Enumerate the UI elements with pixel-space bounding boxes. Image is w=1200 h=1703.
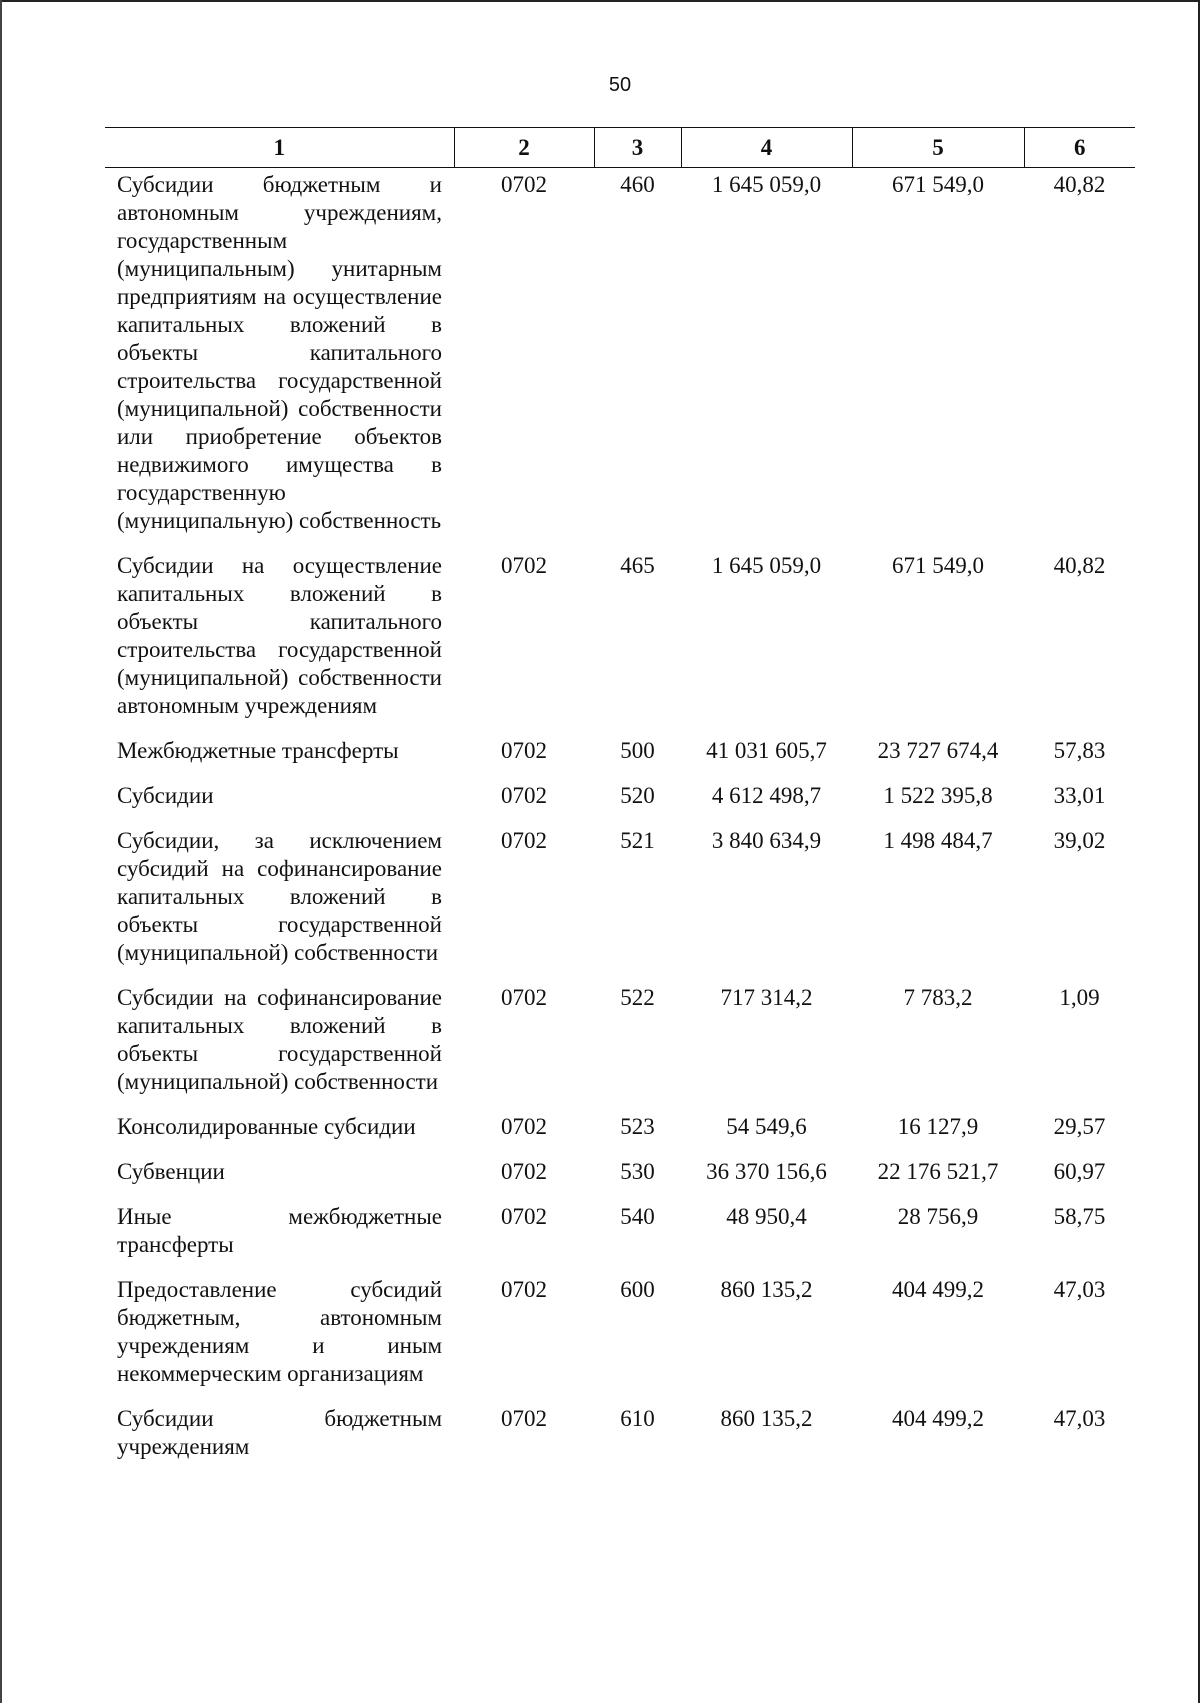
row-name: Субсидии, за исключением субсидий на софинансирование капитальных вложений в объекты государственной (муниципальной) собственности	[117, 828, 442, 965]
table-row	[105, 782, 1135, 810]
scan-border-top	[0, 0, 1200, 2]
column-header-1: 1	[105, 128, 454, 168]
row-plan-value: 54 549,6	[726, 1114, 807, 1139]
table-row	[105, 827, 1135, 967]
row-name: Субсидии на осуществление капитальных вложений в объекты капитального строительства государственной (муниципальной) собственности автономным учреждениям	[117, 553, 442, 718]
row-percent-value: 40,82	[1053, 553, 1106, 578]
row-name: Иные межбюджетные трансферты	[117, 1204, 442, 1257]
row-section-code: 0702	[501, 738, 547, 763]
row-fact-value: 1 498 484,7	[883, 828, 993, 853]
row-plan-value: 36 370 156,6	[706, 1159, 827, 1184]
column-header-4: 4	[681, 128, 852, 168]
row-fact-value: 28 756,9	[897, 1204, 979, 1229]
table-row	[105, 737, 1135, 765]
row-percent-value: 29,57	[1053, 1114, 1106, 1139]
budget-table-container	[105, 127, 1135, 1461]
row-section-code: 0702	[501, 1406, 547, 1431]
row-name: Межбюджетные трансферты	[117, 738, 399, 763]
row-name: Субсидии	[117, 783, 214, 808]
row-kind-code: 610	[620, 1406, 655, 1431]
table-row	[105, 1113, 1135, 1141]
column-header-6: 6	[1024, 128, 1135, 168]
row-fact-value: 7 783,2	[903, 985, 973, 1010]
row-percent-value: 47,03	[1053, 1277, 1106, 1302]
table-row	[105, 168, 1135, 536]
row-plan-value: 41 031 605,7	[706, 738, 827, 763]
row-plan-value: 717 314,2	[720, 985, 813, 1010]
row-section-code: 0702	[501, 985, 547, 1010]
row-kind-code: 600	[620, 1277, 655, 1302]
row-section-code: 0702	[501, 783, 547, 808]
row-plan-value: 860 135,2	[720, 1277, 813, 1302]
row-section-code: 0702	[501, 1159, 547, 1184]
row-percent-value: 39,02	[1053, 828, 1106, 853]
row-kind-code: 520	[620, 783, 655, 808]
row-name: Консолидированные субсидии	[117, 1114, 416, 1139]
row-name: Субсидии на софинансирование капитальных вложений в объекты государственной (муниципальной) собственности	[117, 985, 442, 1094]
row-section-code: 0702	[501, 172, 547, 197]
column-header-2: 2	[454, 128, 594, 168]
row-fact-value: 404 499,2	[892, 1277, 984, 1302]
row-percent-value: 33,01	[1053, 783, 1106, 808]
table-row	[105, 984, 1135, 1096]
row-name: Субсидии бюджетным и автономным учреждениям, государственным (муниципальным) унитарным предприятиям на осуществление капитальных вложений в объекты капитального строительства государственной (муниципальной) собственности или приобретение объектов недвижимого имущества в государственную (муниципальную) собственность	[117, 172, 442, 533]
row-plan-value: 3 840 634,9	[711, 828, 822, 853]
table-header-row	[105, 128, 1135, 168]
table-row	[105, 1276, 1135, 1388]
row-fact-value: 1 522 395,8	[883, 783, 993, 808]
row-plan-value: 48 950,4	[726, 1204, 807, 1229]
row-kind-code: 521	[620, 828, 655, 853]
row-kind-code: 540	[620, 1204, 655, 1229]
row-kind-code: 530	[620, 1159, 655, 1184]
scan-border-left	[0, 0, 2, 1703]
table-row	[105, 1405, 1135, 1461]
budget-table	[105, 127, 1135, 1461]
row-percent-value: 40,82	[1053, 172, 1106, 197]
column-header-3: 3	[594, 128, 681, 168]
row-percent-value: 57,83	[1053, 738, 1106, 763]
row-name: Субвенции	[117, 1159, 225, 1184]
row-fact-value: 22 176 521,7	[877, 1159, 999, 1184]
row-section-code: 0702	[501, 828, 547, 853]
page-number: 50	[608, 74, 632, 96]
row-section-code: 0702	[501, 1204, 547, 1229]
row-plan-value: 860 135,2	[720, 1406, 813, 1431]
row-fact-value: 671 549,0	[892, 553, 984, 578]
row-kind-code: 465	[620, 553, 655, 578]
row-fact-value: 404 499,2	[892, 1406, 984, 1431]
row-fact-value: 16 127,9	[897, 1114, 979, 1139]
row-percent-value: 58,75	[1053, 1204, 1106, 1229]
row-kind-code: 523	[620, 1114, 655, 1139]
row-kind-code: 460	[620, 172, 655, 197]
row-percent-value: 47,03	[1053, 1406, 1106, 1431]
row-plan-value: 4 612 498,7	[711, 783, 822, 808]
row-fact-value: 671 549,0	[892, 172, 984, 197]
row-section-code: 0702	[501, 1114, 547, 1139]
row-section-code: 0702	[501, 1277, 547, 1302]
column-header-5: 5	[852, 128, 1024, 168]
table-row	[105, 552, 1135, 720]
row-plan-value: 1 645 059,0	[711, 172, 822, 197]
row-plan-value: 1 645 059,0	[711, 553, 822, 578]
row-percent-value: 60,97	[1053, 1159, 1106, 1184]
row-name: Субсидии бюджетным учреждениям	[117, 1406, 442, 1459]
table-row	[105, 1203, 1135, 1259]
table-row	[105, 1158, 1135, 1186]
row-name: Предоставление субсидий бюджетным, автономным учреждениям и иным некоммерческим организациям	[117, 1277, 442, 1386]
row-kind-code: 522	[620, 985, 655, 1010]
row-kind-code: 500	[620, 738, 655, 763]
row-percent-value: 1,09	[1059, 985, 1100, 1010]
row-section-code: 0702	[501, 553, 547, 578]
row-fact-value: 23 727 674,4	[877, 738, 999, 763]
